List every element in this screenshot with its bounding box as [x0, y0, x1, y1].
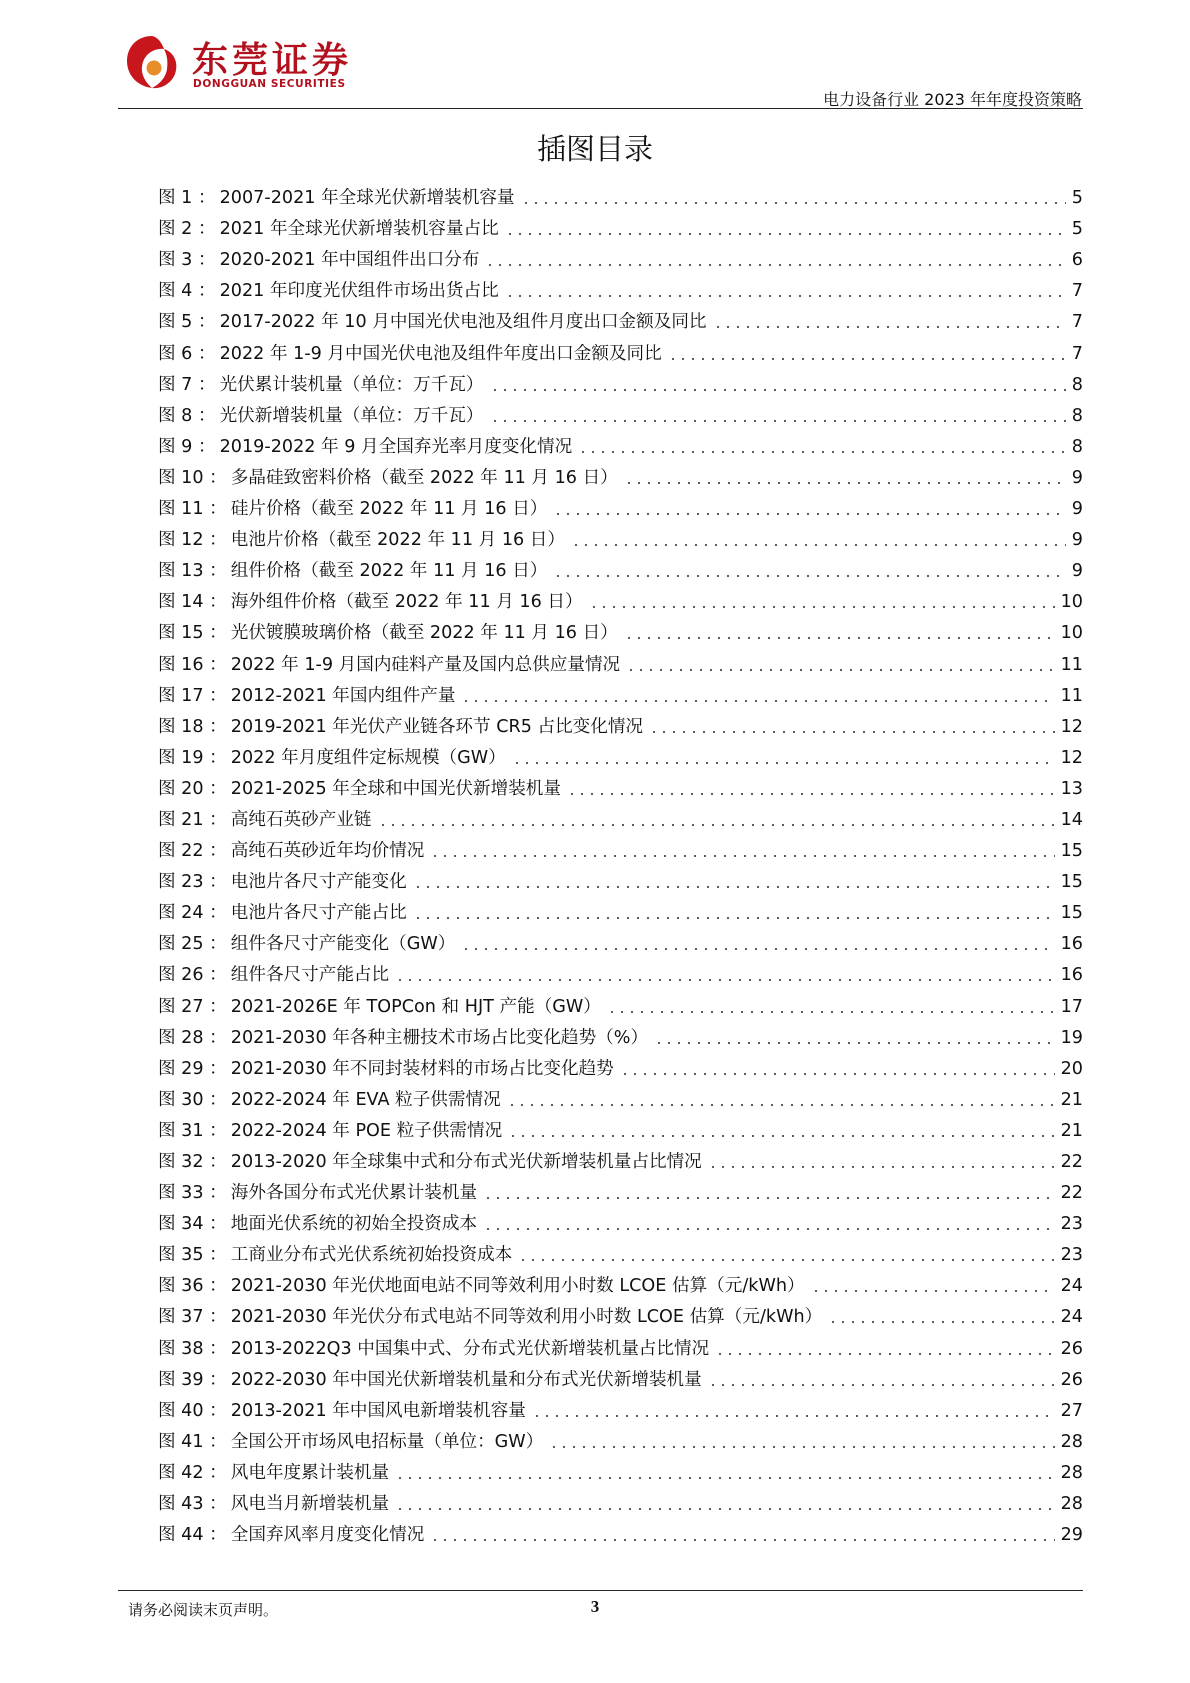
toc-page-number: 23	[1060, 1214, 1083, 1235]
toc-figure-title: 2021-2030 年各种主栅技术市场占比变化趋势（%）	[230, 1027, 649, 1048]
toc-dot-leader	[395, 1508, 1054, 1510]
toc-entry[interactable]	[158, 1360, 1083, 1391]
toc-dot-leader	[549, 1446, 1054, 1448]
toc-figure-label: 图 1 ：	[158, 188, 216, 209]
toc-page-number: 22	[1060, 1152, 1083, 1172]
toc-page-number: 6	[1071, 250, 1083, 271]
toc-figure-label: 图 24 ：	[158, 903, 227, 924]
toc-figure-title: 光伏镀膜玻璃价格（截至 2022 年 11 月 16 日）	[230, 623, 618, 644]
toc-page-number: 10	[1060, 623, 1083, 644]
toc-dot-leader	[490, 389, 1066, 391]
toc-figure-title: 2022-2030 年中国光伏新增装机量和分布式光伏新增装机量	[230, 1369, 702, 1390]
toc-figure-title: 2019-2022 年 9 月全国弃光率月度变化情况	[219, 436, 573, 457]
toc-page-number: 28	[1060, 1431, 1083, 1452]
toc-dot-leader	[578, 451, 1066, 453]
toc-dot-leader	[461, 948, 1054, 950]
toc-figure-title: 2021 年印度光伏组件市场出货占比	[219, 281, 499, 302]
toc-figure-title: 2022-2024 年 POE 粒子供需情况	[230, 1120, 503, 1141]
toc-page-number: 20	[1060, 1058, 1083, 1079]
toc-entry[interactable]	[158, 520, 1083, 551]
page-number: 3	[590, 1597, 600, 1616]
toc-entry[interactable]	[158, 1328, 1083, 1359]
toc-dot-leader	[518, 1259, 1054, 1261]
toc-figure-title: 2022 年月度组件定标规模（GW）	[230, 747, 506, 768]
toc-entry[interactable]	[158, 644, 1083, 675]
toc-figure-title: 2020-2021 年中国组件出口分布	[219, 250, 480, 271]
toc-entry[interactable]	[158, 427, 1083, 458]
toc-entry[interactable]	[158, 209, 1083, 240]
toc-figure-title: 2019-2021 年光伏产业链各环节 CR5 占比变化情况	[230, 716, 644, 737]
toc-figure-title: 2022 年 1-9 月国内硅料产量及国内总供应量情况	[230, 654, 621, 675]
toc-figure-title: 光伏新增装机量（单位：万千瓦）	[219, 405, 484, 426]
figure-toc-list	[158, 178, 1083, 1546]
toc-figure-title: 地面光伏系统的初始全投资成本	[230, 1214, 478, 1235]
toc-figure-label: 图 10 ：	[158, 467, 227, 488]
toc-dot-leader	[395, 1477, 1054, 1479]
toc-entry[interactable]	[158, 551, 1083, 582]
toc-figure-title: 电池片各尺寸产能占比	[230, 903, 407, 924]
toc-entry[interactable]	[158, 1173, 1083, 1204]
toc-page-number: 22	[1060, 1183, 1083, 1204]
toc-entry[interactable]	[158, 1111, 1083, 1142]
toc-entry[interactable]	[158, 800, 1083, 831]
footer-divider	[118, 1590, 1083, 1591]
toc-entry[interactable]	[158, 240, 1083, 271]
dongguan-securities-logo-icon	[124, 33, 180, 91]
toc-entry[interactable]	[158, 924, 1083, 955]
toc-figure-label: 图 15 ：	[158, 623, 227, 644]
toc-figure-label: 图 3 ：	[158, 250, 216, 271]
toc-figure-label: 图 5 ：	[158, 312, 216, 333]
toc-figure-label: 图 18 ：	[158, 716, 227, 737]
toc-figure-title: 全国弃风率月度变化情况	[230, 1525, 425, 1546]
toc-page-number: 15	[1060, 841, 1083, 862]
toc-dot-leader	[461, 700, 1054, 702]
toc-figure-title: 2013-2021 年中国风电新增装机容量	[230, 1400, 526, 1421]
toc-figure-title: 海外各国分布式光伏累计装机量	[230, 1183, 478, 1204]
toc-dot-leader	[708, 1166, 1055, 1168]
toc-page-number: 8	[1071, 405, 1083, 426]
toc-figure-label: 图 40 ：	[158, 1400, 227, 1421]
toc-figure-title: 2021-2030 年光伏地面电站不同等效利用小时数 LCOE 估算（元/kWh）	[230, 1276, 805, 1297]
toc-page-number: 19	[1060, 1027, 1083, 1048]
page-header	[0, 0, 1190, 112]
toc-entry[interactable]	[158, 831, 1083, 862]
toc-page-number: 27	[1060, 1400, 1083, 1421]
toc-dot-leader	[395, 979, 1054, 981]
toc-page-number: 24	[1060, 1276, 1083, 1297]
toc-page-number: 8	[1071, 374, 1083, 395]
toc-entry[interactable]	[158, 1453, 1083, 1484]
toc-figure-label: 图 14 ：	[158, 592, 227, 613]
toc-figure-label: 图 22 ：	[158, 841, 227, 862]
toc-figure-label: 图 44 ：	[158, 1525, 227, 1546]
toc-figure-label: 图 41 ：	[158, 1431, 227, 1452]
toc-dot-leader	[567, 793, 1055, 795]
toc-figure-title: 2007-2021 年全球光伏新增装机容量	[219, 188, 515, 209]
toc-entry[interactable]	[158, 489, 1083, 520]
toc-page-number: 8	[1071, 436, 1083, 457]
toc-figure-title: 电池片价格（截至 2022 年 11 月 16 日）	[230, 530, 565, 551]
toc-dot-leader	[708, 1384, 1055, 1386]
toc-dot-leader	[430, 1539, 1054, 1541]
toc-figure-label: 图 8 ：	[158, 405, 216, 426]
toc-dot-leader	[430, 855, 1054, 857]
toc-dot-leader	[553, 575, 1065, 577]
toc-page-number: 11	[1060, 654, 1083, 675]
toc-entry[interactable]	[158, 1266, 1083, 1297]
toc-figure-label: 图 33 ：	[158, 1183, 227, 1204]
toc-entry[interactable]	[158, 271, 1083, 302]
toc-entry[interactable]	[158, 582, 1083, 613]
toc-dot-leader	[715, 1353, 1054, 1355]
toc-figure-title: 高纯石英砂产业链	[230, 809, 372, 830]
toc-figure-label: 图 23 ：	[158, 872, 227, 893]
toc-page-number: 26	[1060, 1369, 1083, 1390]
toc-page-number: 10	[1060, 592, 1083, 613]
toc-figure-title: 2022-2024 年 EVA 粒子供需情况	[230, 1089, 501, 1110]
toc-dot-leader	[483, 1228, 1055, 1230]
toc-entry[interactable]	[158, 955, 1083, 986]
toc-figure-label: 图 9 ：	[158, 436, 216, 457]
toc-page-number: 15	[1060, 903, 1083, 924]
toc-dot-leader	[571, 544, 1066, 546]
toc-entry[interactable]	[158, 676, 1083, 707]
toc-figure-title: 风电年度累计装机量	[230, 1462, 390, 1483]
toc-figure-title: 风电当月新增装机量	[230, 1494, 390, 1515]
toc-page-number: 17	[1060, 996, 1083, 1017]
toc-dot-leader	[620, 1073, 1055, 1075]
toc-dot-leader	[624, 637, 1055, 639]
page-title: 插图目录	[536, 132, 653, 166]
toc-figure-title: 组件各尺寸产能占比	[230, 965, 390, 986]
toc-entry[interactable]	[158, 365, 1083, 396]
toc-figure-label: 图 4 ：	[158, 281, 216, 302]
toc-page-number: 23	[1060, 1245, 1083, 1266]
toc-page-number: 5	[1071, 219, 1083, 240]
toc-figure-label: 图 30 ：	[158, 1089, 227, 1110]
toc-page-number: 21	[1060, 1120, 1083, 1141]
toc-figure-label: 图 19 ：	[158, 747, 227, 768]
toc-page-number: 13	[1060, 778, 1083, 799]
toc-page-number: 11	[1060, 685, 1083, 706]
toc-entry[interactable]	[158, 862, 1083, 893]
toc-figure-title: 2017-2022 年 10 月中国光伏电池及组件月度出口金额及同比	[219, 312, 707, 333]
toc-dot-leader	[413, 917, 1055, 919]
brand-name-en: DONGGUAN SECURITIES	[193, 78, 346, 90]
toc-figure-label: 图 21 ：	[158, 809, 227, 830]
toc-entry[interactable]	[158, 1204, 1083, 1235]
toc-dot-leader	[553, 513, 1065, 515]
toc-dot-leader	[624, 482, 1066, 484]
toc-figure-title: 光伏累计装机量（单位：万千瓦）	[219, 374, 484, 395]
toc-dot-leader	[654, 1042, 1055, 1044]
toc-figure-label: 图 27 ：	[158, 996, 227, 1017]
toc-figure-label: 图 17 ：	[158, 685, 227, 706]
toc-figure-label: 图 37 ：	[158, 1307, 227, 1328]
report-title: 电力设备行业 2023 年年度投资策略	[823, 90, 1082, 109]
toc-figure-title: 全国公开市场风电招标量（单位：GW）	[230, 1431, 544, 1452]
toc-figure-label: 图 32 ：	[158, 1152, 227, 1172]
toc-figure-label: 图 20 ：	[158, 778, 227, 799]
toc-figure-label: 图 36 ：	[158, 1276, 227, 1297]
toc-dot-leader	[508, 1135, 1054, 1137]
toc-dot-leader	[811, 1290, 1055, 1292]
header-divider	[118, 108, 1083, 109]
toc-entry[interactable]	[158, 1297, 1083, 1328]
toc-dot-leader	[649, 731, 1055, 733]
toc-figure-label: 图 2 ：	[158, 219, 216, 240]
toc-page-number: 14	[1060, 809, 1083, 830]
toc-figure-title: 2021-2025 年全球和中国光伏新增装机量	[230, 778, 561, 799]
toc-dot-leader	[607, 1011, 1055, 1013]
toc-figure-label: 图 11 ：	[158, 499, 227, 520]
toc-figure-title: 2021 年全球光伏新增装机容量占比	[219, 219, 499, 240]
toc-dot-leader	[413, 886, 1055, 888]
toc-figure-title: 多晶硅致密料价格（截至 2022 年 11 月 16 日）	[230, 467, 618, 488]
toc-figure-label: 图 13 ：	[158, 561, 227, 582]
toc-page-number: 16	[1060, 965, 1083, 986]
toc-page-number: 21	[1060, 1089, 1083, 1110]
toc-dot-leader	[828, 1321, 1054, 1323]
toc-dot-leader	[485, 264, 1065, 266]
toc-entry[interactable]	[158, 302, 1083, 333]
toc-entry[interactable]	[158, 1049, 1083, 1080]
toc-dot-leader	[507, 1104, 1055, 1106]
toc-figure-title: 电池片各尺寸产能变化	[230, 872, 407, 893]
toc-page-number: 26	[1060, 1338, 1083, 1359]
toc-entry[interactable]	[158, 1080, 1083, 1111]
toc-entry[interactable]	[158, 893, 1083, 924]
toc-page-number: 24	[1060, 1307, 1083, 1328]
toc-dot-leader	[505, 233, 1066, 235]
toc-page-number: 9	[1071, 499, 1083, 520]
toc-figure-title: 高纯石英砂近年均价情况	[230, 841, 425, 862]
toc-figure-label: 图 7 ：	[158, 374, 216, 395]
toc-figure-label: 图 25 ：	[158, 934, 227, 955]
toc-entry[interactable]	[158, 178, 1083, 209]
toc-dot-leader	[505, 295, 1066, 297]
toc-entry[interactable]	[158, 458, 1083, 489]
toc-page-number: 7	[1071, 281, 1083, 302]
toc-page-number: 29	[1060, 1525, 1083, 1546]
brand-name-cn: 东莞证券	[192, 39, 353, 81]
toc-figure-title: 海外组件价格（截至 2022 年 11 月 16 日）	[230, 592, 583, 613]
toc-page-number: 9	[1071, 561, 1083, 582]
toc-figure-label: 图 12 ：	[158, 530, 227, 551]
toc-page-number: 28	[1060, 1494, 1083, 1515]
toc-figure-label: 图 42 ：	[158, 1462, 227, 1483]
toc-dot-leader	[483, 1197, 1055, 1199]
toc-entry[interactable]	[158, 1142, 1083, 1173]
toc-entry[interactable]	[158, 396, 1083, 427]
toc-entry[interactable]	[158, 1515, 1083, 1546]
toc-figure-title: 2012-2021 年国内组件产量	[230, 685, 456, 706]
toc-page-number: 12	[1060, 747, 1083, 768]
toc-figure-label: 图 28 ：	[158, 1027, 227, 1048]
toc-figure-title: 2022 年 1-9 月中国光伏电池及组件年度出口金额及同比	[219, 343, 662, 364]
footer-disclaimer: 请务必阅读末页声明。	[128, 1601, 279, 1619]
toc-figure-title: 2021-2026E 年 TOPCon 和 HJT 产能（GW）	[230, 996, 601, 1017]
toc-dot-leader	[490, 420, 1066, 422]
toc-page-number: 5	[1071, 188, 1083, 209]
toc-entry[interactable]	[158, 707, 1083, 738]
toc-entry[interactable]	[158, 769, 1083, 800]
toc-figure-label: 图 26 ：	[158, 965, 227, 986]
toc-figure-label: 图 38 ：	[158, 1338, 227, 1359]
toc-figure-title: 2021-2030 年不同封装材料的市场占比变化趋势	[230, 1058, 614, 1079]
toc-figure-title: 2013-2020 年全球集中式和分布式光伏新增装机量占比情况	[230, 1152, 702, 1172]
toc-dot-leader	[512, 762, 1055, 764]
toc-dot-leader	[521, 202, 1066, 204]
toc-page-number: 15	[1060, 872, 1083, 893]
toc-entry[interactable]	[158, 1422, 1083, 1453]
toc-figure-title: 2021-2030 年光伏分布式电站不同等效利用小时数 LCOE 估算（元/kWh）	[230, 1307, 823, 1328]
toc-page-number: 28	[1060, 1462, 1083, 1483]
toc-entry[interactable]	[158, 1391, 1083, 1422]
toc-figure-label: 图 43 ：	[158, 1494, 227, 1515]
toc-page-number: 16	[1060, 934, 1083, 955]
toc-figure-title: 2013-2022Q3 中国集中式、分布式光伏新增装机量占比情况	[230, 1338, 710, 1359]
toc-entry[interactable]	[158, 333, 1083, 364]
toc-page-number: 9	[1071, 530, 1083, 551]
toc-entry[interactable]	[158, 738, 1083, 769]
toc-figure-title: 组件价格（截至 2022 年 11 月 16 日）	[230, 561, 548, 582]
toc-page-number: 9	[1071, 467, 1083, 488]
toc-figure-label: 图 39 ：	[158, 1369, 227, 1390]
toc-dot-leader	[532, 1415, 1055, 1417]
toc-entry[interactable]	[158, 986, 1083, 1017]
toc-entry[interactable]	[158, 613, 1083, 644]
toc-dot-leader	[378, 824, 1055, 826]
toc-figure-title: 硅片价格（截至 2022 年 11 月 16 日）	[230, 499, 548, 520]
toc-figure-label: 图 34 ：	[158, 1214, 227, 1235]
toc-page-number: 7	[1071, 343, 1083, 364]
toc-figure-label: 图 29 ：	[158, 1058, 227, 1079]
toc-figure-title: 组件各尺寸产能变化（GW）	[230, 934, 456, 955]
toc-dot-leader	[626, 669, 1054, 671]
toc-entry[interactable]	[158, 1484, 1083, 1515]
toc-page-number: 12	[1060, 716, 1083, 737]
toc-dot-leader	[713, 326, 1066, 328]
toc-entry[interactable]	[158, 1018, 1083, 1049]
toc-dot-leader	[589, 606, 1055, 608]
toc-figure-title: 工商业分布式光伏系统初始投资成本	[230, 1245, 513, 1266]
toc-figure-label: 图 6 ：	[158, 343, 216, 364]
toc-dot-leader	[668, 358, 1066, 360]
toc-figure-label: 图 16 ：	[158, 654, 227, 675]
toc-entry[interactable]	[158, 1235, 1083, 1266]
toc-figure-label: 图 35 ：	[158, 1245, 227, 1266]
toc-figure-label: 图 31 ：	[158, 1120, 227, 1141]
toc-page-number: 7	[1071, 312, 1083, 333]
